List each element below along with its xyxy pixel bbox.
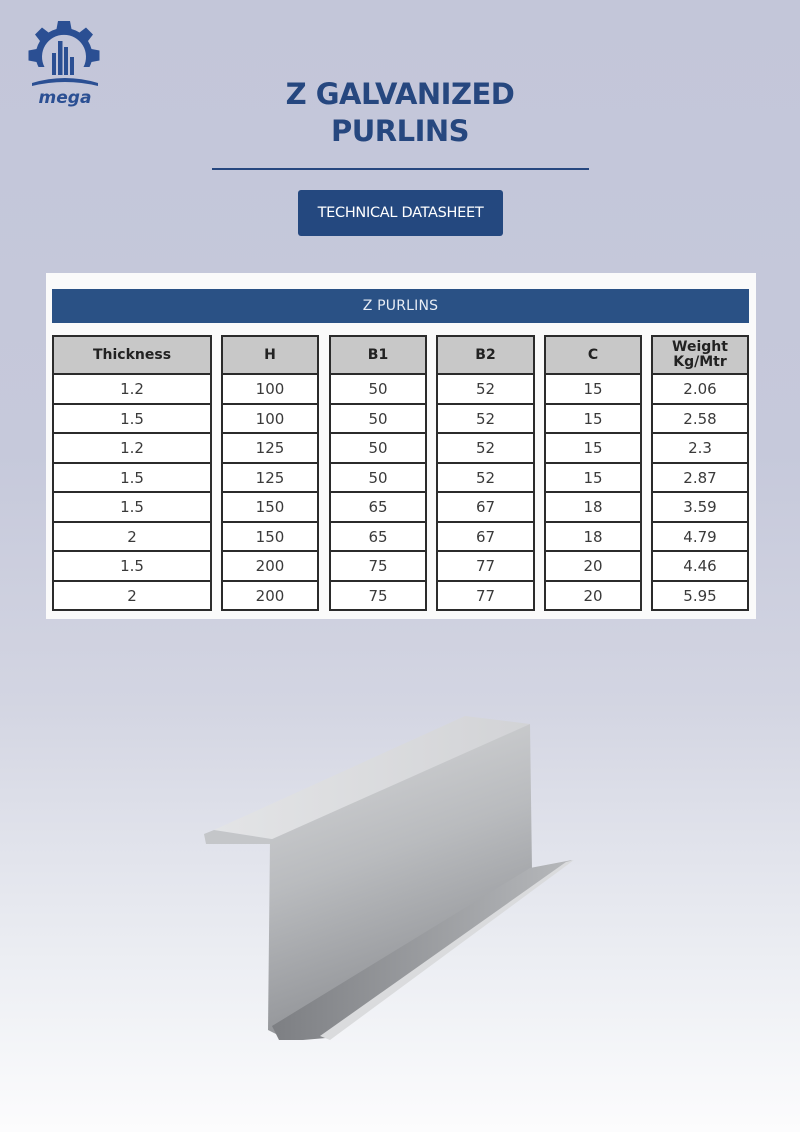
table-cell: 20 — [583, 586, 603, 605]
svg-text:mega: mega — [38, 88, 92, 108]
column-header: H — [223, 337, 317, 375]
table-cell: 2 — [54, 523, 210, 553]
table-cell: 4.79 — [653, 523, 747, 553]
header-line-2: Kg/Mtr — [673, 354, 727, 370]
table-cell: 52 — [438, 434, 533, 464]
table-cell: 52 — [438, 464, 533, 494]
table-cell: 1.5 — [54, 552, 210, 582]
column-h — [221, 335, 319, 611]
title-line-2: PURLINS — [330, 114, 470, 148]
table-cell: 50 — [331, 464, 425, 494]
table-cell: 200 — [223, 552, 317, 582]
column-header: C — [546, 337, 640, 375]
table-title: Z PURLINS — [52, 289, 749, 323]
column-header: B1 — [331, 337, 425, 375]
table-cell: 2.58 — [653, 405, 747, 435]
table-cell: 75 — [368, 586, 388, 605]
column-weight — [651, 335, 749, 611]
table-cell: 4.46 — [653, 552, 747, 582]
z-purlin-image — [200, 710, 580, 1040]
table-cell: 1.5 — [54, 464, 210, 494]
header-line-1: Weight — [672, 339, 728, 355]
title-line-1: Z GALVANIZED — [285, 77, 515, 111]
table-cell: 77 — [438, 552, 533, 582]
table-cell: 2.87 — [653, 464, 747, 494]
title-divider — [212, 168, 589, 170]
table-cell: 150 — [223, 493, 317, 523]
table-cell: 67 — [438, 523, 533, 553]
table-cell: 18 — [546, 493, 640, 523]
table-cell: 15 — [546, 405, 640, 435]
table-cell: 52 — [438, 375, 533, 405]
table-cell: 52 — [438, 405, 533, 435]
table-cell: 3.59 — [653, 493, 747, 523]
table-cell: 125 — [223, 464, 317, 494]
table-cell: 1.5 — [54, 405, 210, 435]
table-cell: 125 — [223, 434, 317, 464]
table-cell: 200 — [255, 586, 285, 605]
table-cell: 1.5 — [54, 493, 210, 523]
table-cell: 67 — [438, 493, 533, 523]
table-cell: 100 — [223, 405, 317, 435]
table-cell: 2.3 — [653, 434, 747, 464]
table-cell: 5.95 — [683, 586, 717, 605]
table-cell: 50 — [331, 434, 425, 464]
table-cell: 1.2 — [54, 375, 210, 405]
table-cell: 2 — [127, 586, 137, 605]
table-cell: 77 — [475, 586, 496, 605]
table-cell: 2.06 — [653, 375, 747, 405]
table-cell: 15 — [546, 375, 640, 405]
table-cell: 15 — [546, 434, 640, 464]
technical-datasheet-badge: TECHNICAL DATASHEET — [298, 190, 503, 236]
table-cell: 15 — [546, 464, 640, 494]
column-header: Thickness — [54, 337, 210, 375]
table-cell: 100 — [223, 375, 317, 405]
table-cell: 65 — [331, 523, 425, 553]
table-cell: 75 — [331, 552, 425, 582]
table-cell: 1.2 — [54, 434, 210, 464]
table-cell: 65 — [331, 493, 425, 523]
column-c — [544, 335, 642, 611]
table-cell: 50 — [331, 405, 425, 435]
table-cell: 150 — [223, 523, 317, 553]
column-thickness — [52, 335, 212, 611]
table-cell: 50 — [331, 375, 425, 405]
column-b1 — [329, 335, 427, 611]
column-header — [653, 337, 747, 375]
page-title — [0, 76, 800, 150]
z-purlins-table — [46, 273, 756, 619]
column-b2 — [436, 335, 535, 611]
column-header: B2 — [438, 337, 533, 375]
table-cell: 20 — [546, 552, 640, 582]
table-cell: 18 — [546, 523, 640, 553]
